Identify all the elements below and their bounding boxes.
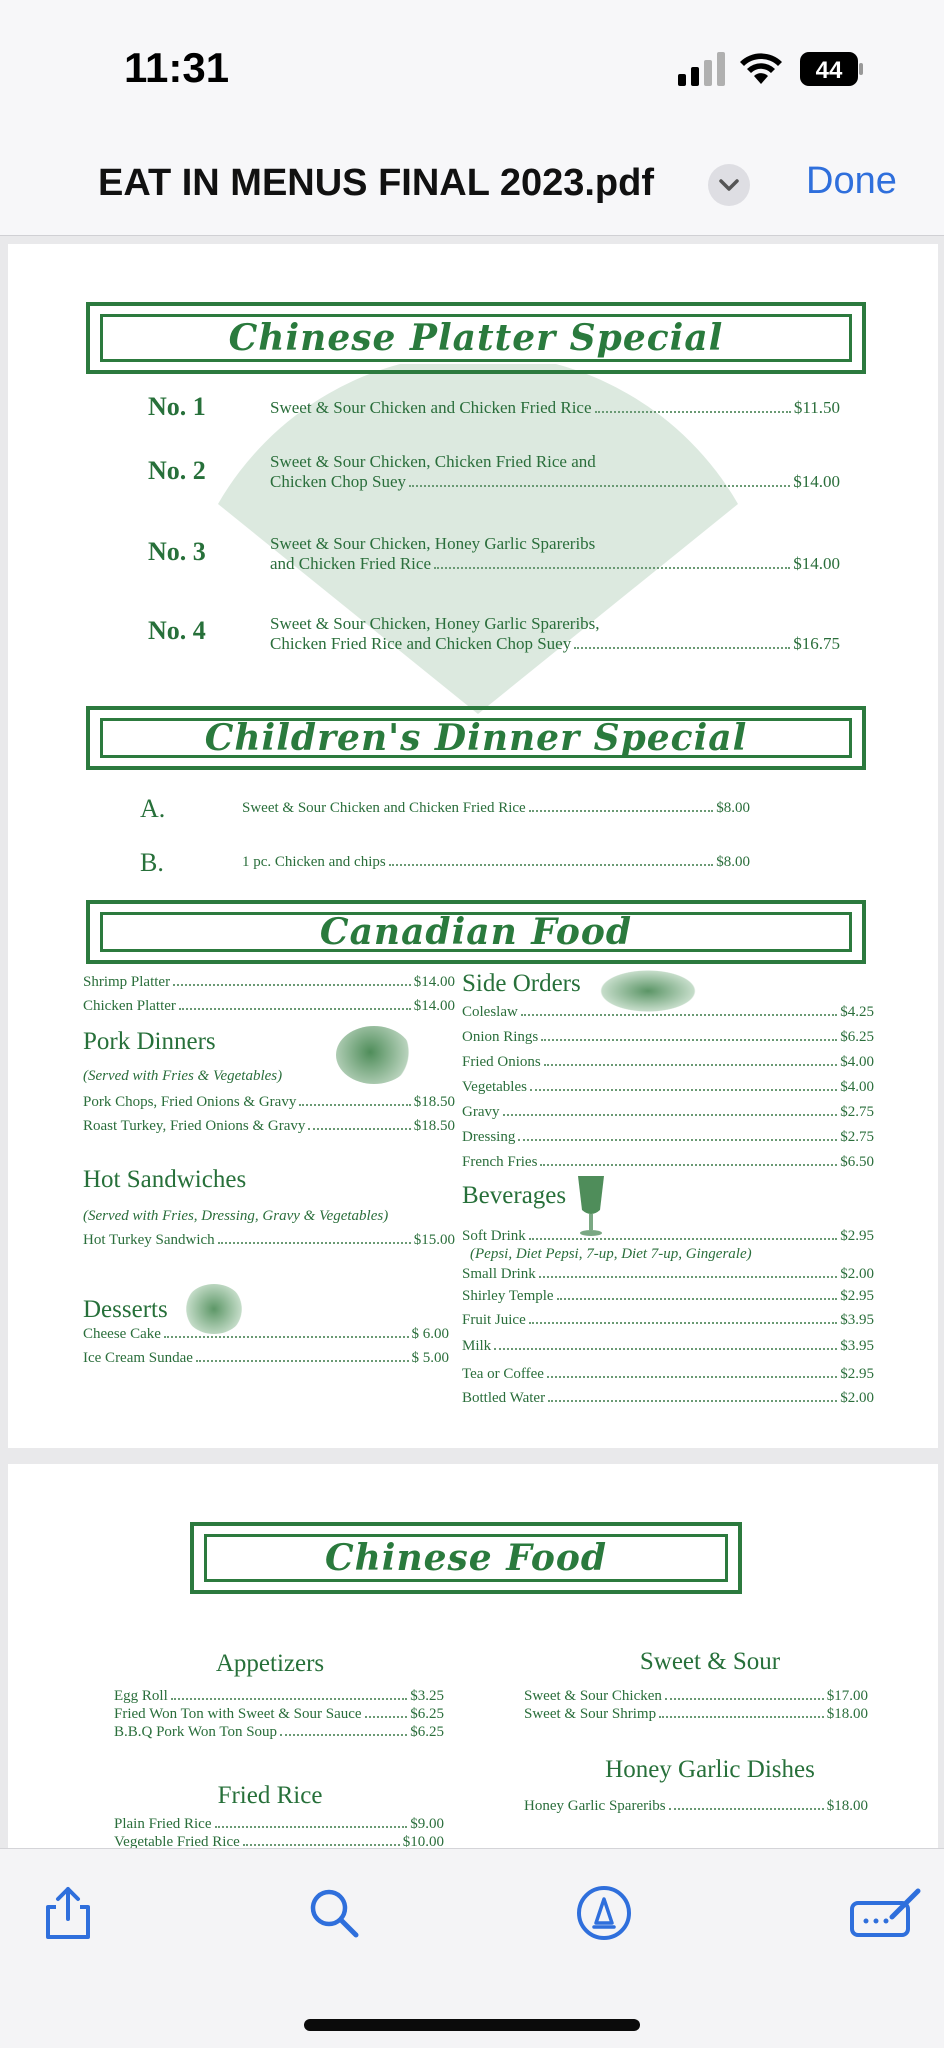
menu-item: Pork Chops, Fried Onions & Gravy $18.50 xyxy=(83,1094,455,1110)
search-icon[interactable] xyxy=(304,1883,364,1943)
menu-item: Small Drink $2.00 xyxy=(462,1266,874,1282)
home-indicator xyxy=(304,2019,640,2031)
menu-item: Honey Garlic Spareribs $18.00 xyxy=(524,1798,868,1814)
done-button[interactable]: Done xyxy=(806,160,897,202)
form-fill-icon[interactable] xyxy=(848,1883,924,1943)
menu-item: Soft Drink $2.95 xyxy=(462,1228,874,1244)
platter-no-2: No. 2 xyxy=(148,456,206,485)
wifi-icon xyxy=(738,50,784,86)
menu-item: Coleslaw $4.25 xyxy=(462,1004,874,1020)
pdf-page-2 xyxy=(8,1464,938,1848)
soft-drink-note: (Pepsi, Diet Pepsi, 7-up, Diet 7-up, Gingerale) xyxy=(470,1246,752,1262)
menu-item: Ice Cream Sundae $ 5.00 xyxy=(83,1350,449,1366)
pork-dinner-image xyxy=(336,1026,412,1084)
bottom-toolbar xyxy=(0,1848,944,2048)
platter-title: Chinese Platter Special xyxy=(228,317,724,359)
menu-item: Egg Roll $3.25 xyxy=(114,1688,444,1704)
children-banner xyxy=(86,706,866,770)
platter-item-3: Sweet & Sour Chicken, Honey Garlic Spareribs and Chicken Fried Rice $14.00 xyxy=(270,534,840,573)
chevron-down-icon xyxy=(708,164,750,206)
menu-item: Hot Turkey Sandwich $15.00 xyxy=(83,1232,455,1248)
beverages-heading: Beverages xyxy=(462,1182,567,1209)
platter-no-3: No. 3 xyxy=(148,537,206,566)
menu-item: French Fries $6.50 xyxy=(462,1154,874,1170)
menu-item: Roast Turkey, Fried Onions & Gravy $18.50 xyxy=(83,1118,455,1134)
menu-item: Fried Won Ton with Sweet & Sour Sauce $6.25 xyxy=(114,1706,444,1722)
menu-item: Bottled Water $2.00 xyxy=(462,1390,874,1406)
menu-item: Onion Rings $6.25 xyxy=(462,1029,874,1045)
desserts-heading: Desserts xyxy=(83,1296,168,1323)
chinese-food-banner xyxy=(190,1522,742,1594)
menu-item: Shrimp Platter $14.00 xyxy=(83,974,455,990)
menu-item: Milk $3.95 xyxy=(462,1338,874,1354)
title-menu-button[interactable] xyxy=(708,164,750,206)
document-title-bar xyxy=(0,140,944,236)
chinese-food-title: Chinese Food xyxy=(324,1537,608,1579)
platter-item-2: Sweet & Sour Chicken, Chicken Fried Rice and Chicken Chop Suey $14.00 xyxy=(270,452,840,491)
battery-icon xyxy=(800,52,864,86)
platter-item-4: Sweet & Sour Chicken, Honey Garlic Spareribs, Chicken Fried Rice and Chicken Chop Suey $16.75 xyxy=(270,614,840,653)
children-item-b: 1 pc. Chicken and chips $8.00 xyxy=(242,854,750,870)
menu-item: B.B.Q Pork Won Ton Soup $6.25 xyxy=(114,1724,444,1740)
children-title: Children's Dinner Special xyxy=(204,717,748,759)
menu-item: Sweet & Sour Chicken $17.00 xyxy=(524,1688,868,1704)
honey-garlic-heading: Honey Garlic Dishes xyxy=(605,1756,815,1783)
sweet-sour-heading: Sweet & Sour xyxy=(639,1648,781,1675)
platter-item-1: Sweet & Sour Chicken and Chicken Fried Rice $11.50 xyxy=(270,398,840,417)
markup-icon[interactable] xyxy=(574,1883,634,1943)
menu-item: Chicken Platter $14.00 xyxy=(83,998,455,1014)
side-orders-heading: Side Orders xyxy=(462,970,581,997)
hot-sandwiches-heading: Hot Sandwiches xyxy=(83,1166,247,1193)
fried-rice-heading: Fried Rice xyxy=(217,1782,323,1809)
menu-item: Tea or Coffee $2.95 xyxy=(462,1366,874,1382)
menu-item: Fried Onions $4.00 xyxy=(462,1054,874,1070)
canadian-banner xyxy=(86,900,866,964)
menu-item: Shirley Temple $2.95 xyxy=(462,1288,874,1304)
platter-no-4: No. 4 xyxy=(148,616,206,645)
pork-note: (Served with Fries & Vegetables) xyxy=(83,1068,283,1084)
pdf-page-1 xyxy=(8,244,938,1448)
menu-item: Vegetable Fried Rice $10.00 xyxy=(114,1834,444,1848)
battery-level: 44 xyxy=(815,57,843,84)
share-icon[interactable] xyxy=(38,1883,98,1943)
children-letter-b: B. xyxy=(140,848,164,877)
menu-item: Plain Fried Rice $9.00 xyxy=(114,1816,444,1832)
hot-note: (Served with Fries, Dressing, Gravy & Vegetables) xyxy=(83,1208,389,1224)
menu-item: Gravy $2.75 xyxy=(462,1104,874,1120)
canadian-title: Canadian Food xyxy=(319,911,633,953)
appetizers-heading: Appetizers xyxy=(215,1650,325,1677)
status-time: 11:31 xyxy=(124,44,230,91)
menu-item: Sweet & Sour Shrimp $18.00 xyxy=(524,1706,868,1722)
menu-item: Fruit Juice $3.95 xyxy=(462,1312,874,1328)
menu-item: Dressing $2.75 xyxy=(462,1129,874,1145)
children-item-a: Sweet & Sour Chicken and Chicken Fried Rice $8.00 xyxy=(242,800,750,816)
cellular-signal-icon xyxy=(678,52,726,86)
menu-item: Vegetables $4.00 xyxy=(462,1079,874,1095)
document-title[interactable]: EAT IN MENUS FINAL 2023.pdf xyxy=(98,162,654,204)
menu-item: Cheese Cake $ 6.00 xyxy=(83,1326,449,1342)
pork-dinners-heading: Pork Dinners xyxy=(83,1028,216,1055)
platter-banner xyxy=(86,302,866,374)
platter-no-1: No. 1 xyxy=(148,392,206,421)
children-letter-a: A. xyxy=(140,794,166,823)
status-bar xyxy=(0,0,944,140)
